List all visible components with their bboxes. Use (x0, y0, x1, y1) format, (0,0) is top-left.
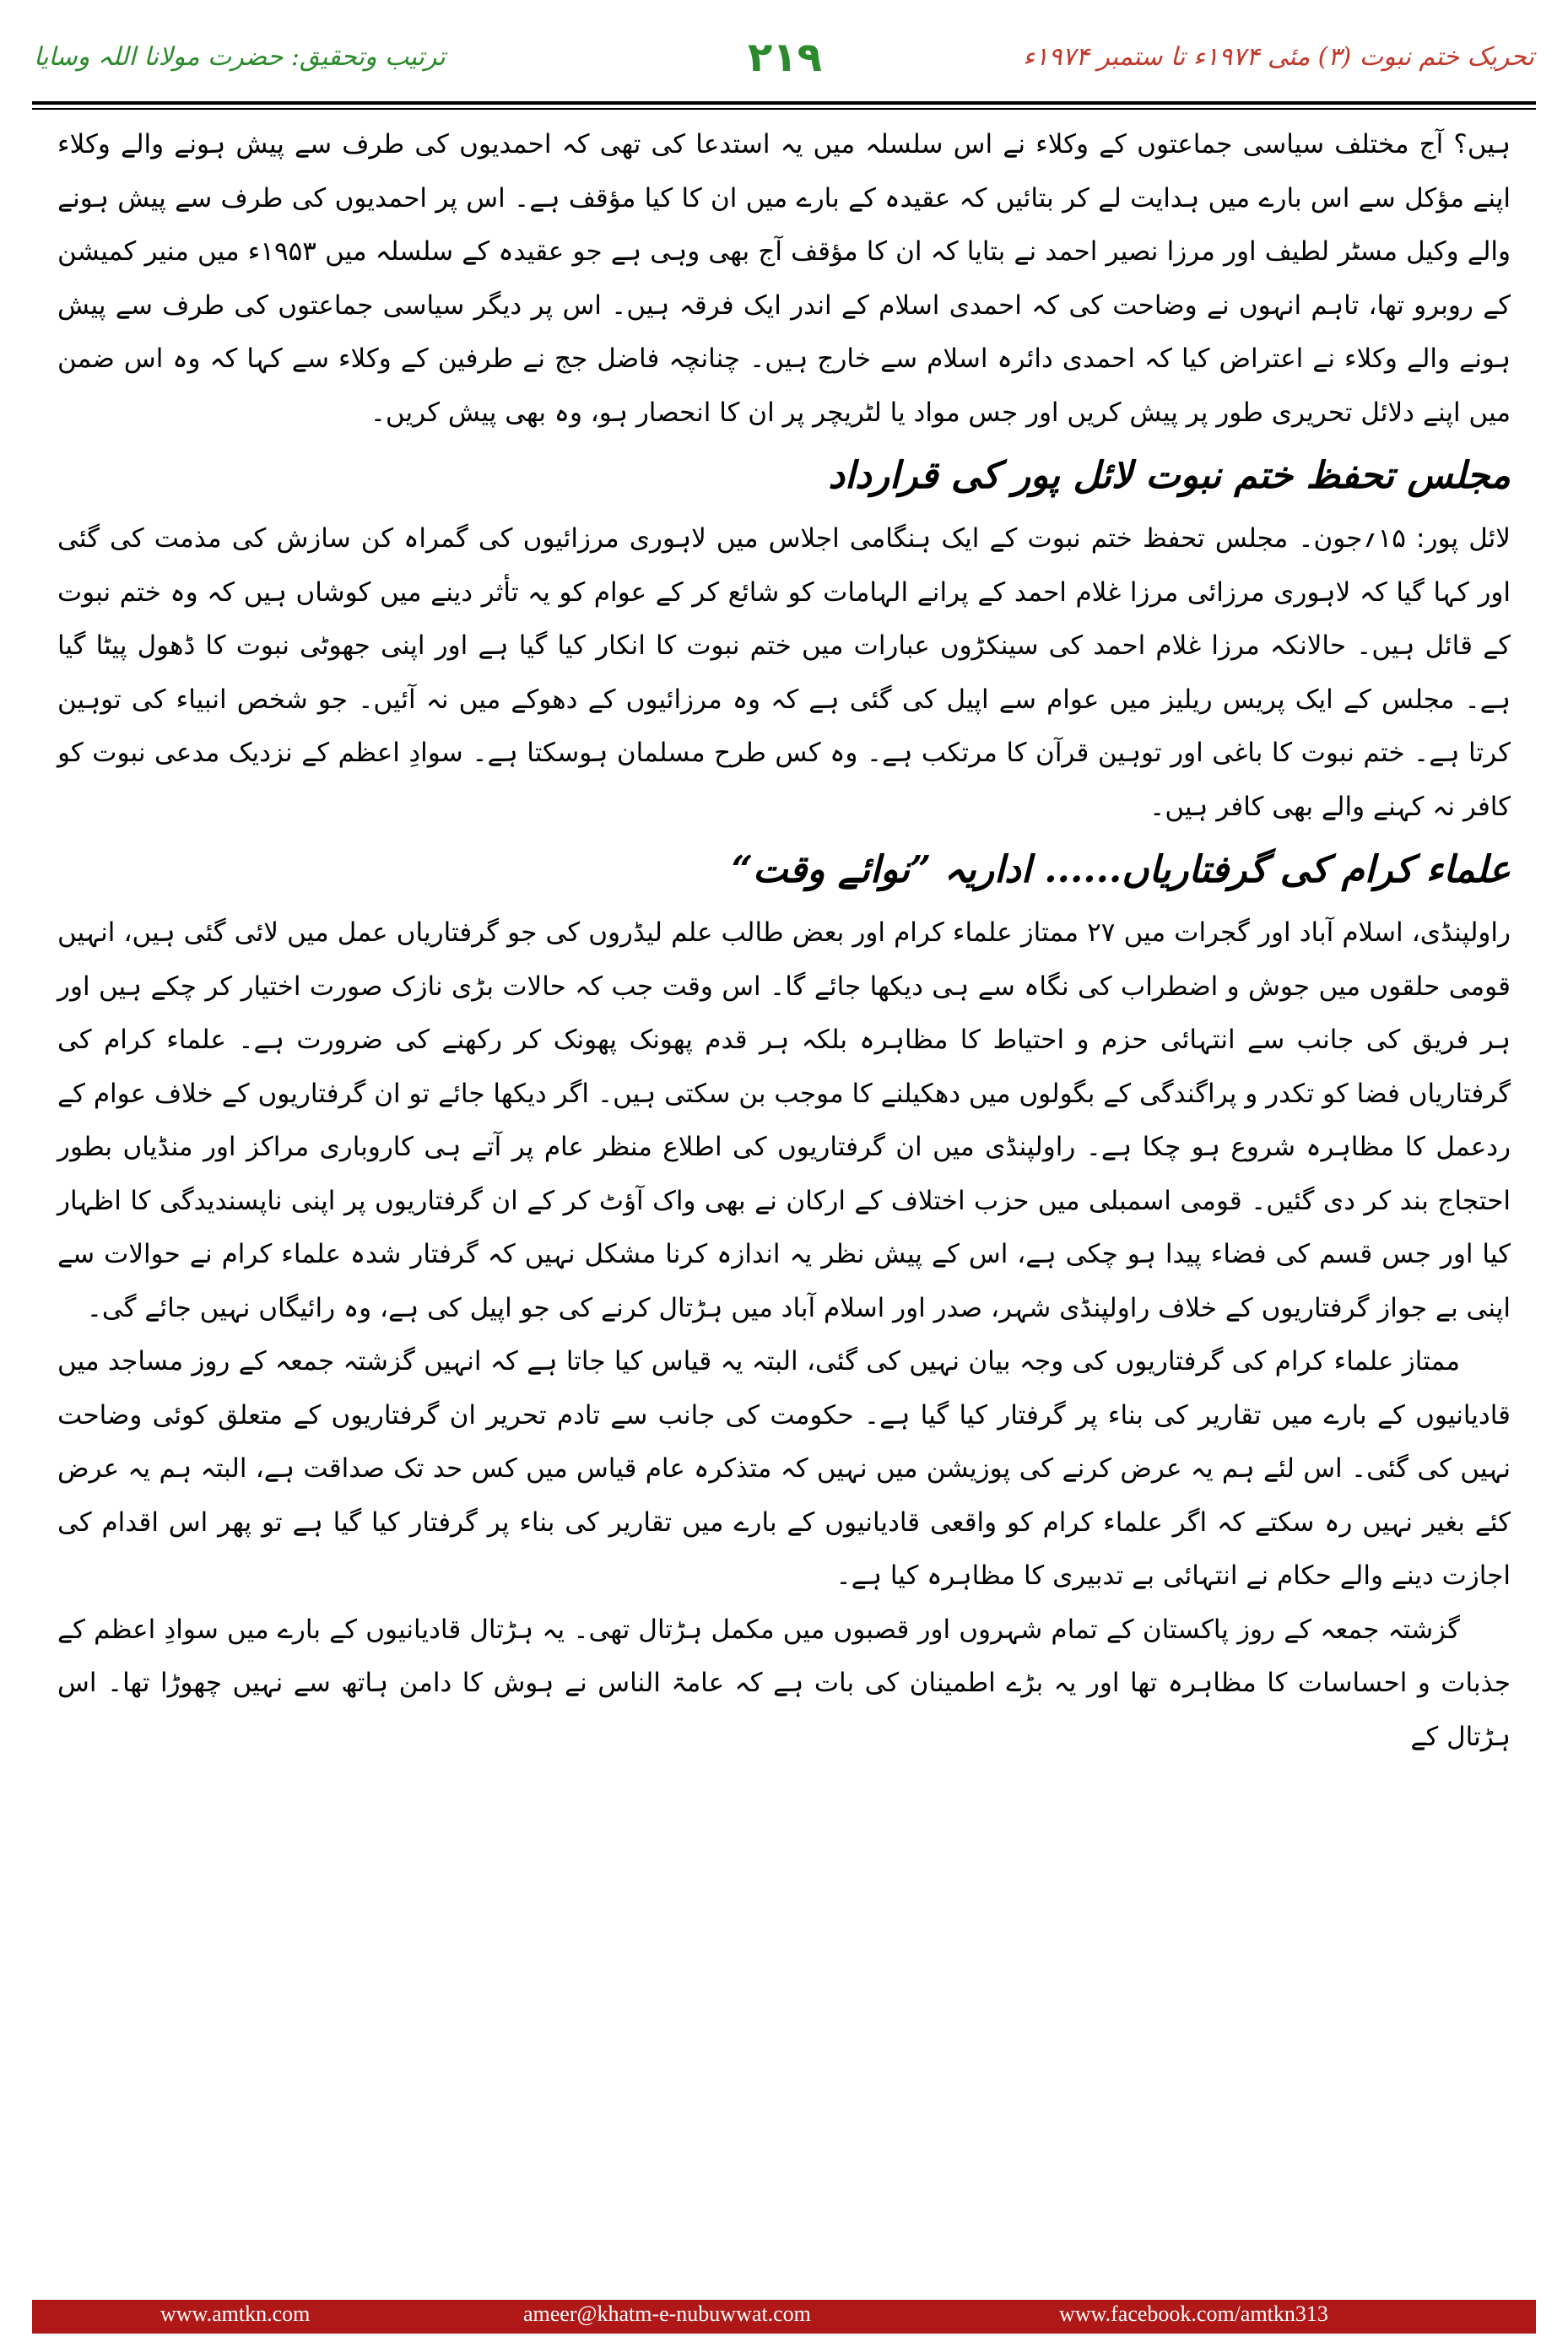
paragraph-4: ممتاز علماء کرام کی گرفتاریوں کی وجہ بیان نہیں کی گئی، البتہ یہ قیاس کیا جاتا ہے کہ انہیں گزشتہ جمعہ کے روز مساجد میں قادیانیوں کے بارے میں تقاریر کی بناء پر گرفتار کیا گیا ہے۔ حکومت کی جانب سے تادم تحریر ان گرفتاریوں کے متعلق کوئی وضاحت نہیں کی گئی۔ اس لئے ہم یہ عرض کرنے کی پوزیشن میں نہیں کہ متذکرہ عام قیاس میں کس حد تک صداقت ہے، البتہ ہم یہ عرض کئے بغیر نہیں رہ سکتے کہ اگر علماء کرام کو واقعی قادیانیوں کے بارے میں تقاریر کی بناء پر گرفتار کیا گیا ہے تو پھر اس اقدام کی اجازت دینے والے حکام نے انتہائی بے تدبیری کا مظاہرہ کیا ہے۔ (57, 1346, 1511, 1591)
page-number: ۲۱۹ (748, 34, 822, 81)
paragraph-3: راولپنڈی، اسلام آباد اور گجرات میں ۲۷ ممتاز علماء کرام اور بعض طالب علم لیڈروں کی جو گرفتاریاں عمل میں لائی گئی ہیں، انہیں قومی حلقوں میں جوش و اضطراب کی نگاہ سے ہی دیکھا جائے گا۔ اس وقت جب کہ حالات بڑی نازک صورت اختیار کر چکے ہیں اور ہر فریق کی جانب سے انتہائی حزم و احتیاط کا مظاہرہ بلکہ ہر قدم پھونک پھونک کر رکھنے کی ضرورت ہے۔ علماء کرام کی گرفتاریاں فضا کو تکدر و پراگندگی کے بگولوں میں دھکیلنے کا موجب بن سکتی ہیں۔ اگر دیکھا جائے تو ان گرفتاریوں کے خلاف عوام کے ردعمل کا مظاہرہ شروع ہو چکا ہے۔ راولپنڈی میں ان گرفتاریوں کی اطلاع منظر عام پر آتے ہی کاروباری مراکز اور منڈیاں بطور احتجاج بند کر دی گئیں۔ قومی اسمبلی میں حزب اختلاف کے ارکان نے بھی واک آؤٹ کر کے ان گرفتاریوں پر اپنی ناپسندیدگی کا اظہار کیا اور جس قسم کی فضاء پیدا ہو چکی ہے، اس کے پیش نظر یہ اندازہ کرنا مشکل نہیں کہ گرفتار شدہ علماء کرام نے حوالات سے اپنی بے جواز گرفتاریوں کے خلاف راولپنڈی شہر، صدر اور اسلام آباد میں ہڑتال کرنے کی جو اپیل کی ہے، وہ رائیگاں نہیں جائے گی۔ (57, 917, 1511, 1323)
paragraph-2: لائل پور: ۱۵؍جون۔ مجلس تحفظ ختم نبوت کے ایک ہنگامی اجلاس میں لاہوری مرزائیوں کی گمراہ کن سازش کی مذمت کی گئی اور کہا گیا کہ لاہوری مرزائی مرزا غلام احمد کے پرانے الہامات کو شائع کر کے عوام کو یہ تأثر دینے میں کوشاں ہیں کہ وہ ختم نبوت کے قائل ہیں۔ حالانکہ مرزا غلام احمد کی سینکڑوں عبارات میں ختم نبوت کا انکار کیا گیا ہے اور اپنی جھوٹی نبوت کا ڈھول پیٹا گیا ہے۔ مجلس کے ایک پریس ریلیز میں عوام سے اپیل کی گئی ہے کہ وہ مرزائیوں کے دھوکے میں نہ آئیں۔ جو شخص انبیاء کی توہین کرتا ہے۔ ختم نبوت کا باغی اور توہین قرآن کا مرتکب ہے۔ وہ کس طرح مسلمان ہوسکتا ہے۔ سوادِ اعظم کے نزدیک مدعی نبوت کو کافر نہ کہنے والے بھی کافر ہیں۔ (57, 523, 1511, 822)
section-heading-resolution: مجلس تحفظ ختم نبوت لائل پور کی قرارداد (828, 454, 1511, 497)
page-body (57, 118, 1511, 1764)
page-header (0, 0, 1568, 97)
header-rule-thick (32, 101, 1536, 105)
header-rule-thin (32, 108, 1536, 110)
book-title: تحریک ختم نبوت (۳) مئی ۱۹۷۴ء تا ستمبر ۱۹۷۴ء (1023, 42, 1534, 72)
paragraph-1: ہیں؟ آج مختلف سیاسی جماعتوں کے وکلاء نے اس سلسلہ میں یہ استدعا کی تھی کہ احمدیوں کی طرف سے پیش ہونے والے وکلاء اپنے مؤکل سے اس بارے میں ہدایت لے کر بتائیں کہ عقیدہ کے بارے میں ان کا کیا مؤقف ہے۔ اس پر احمدیوں کی طرف سے پیش ہونے والے وکیل مسٹر لطیف اور مرزا نصیر احمد نے بتایا کہ ان کا مؤقف آج بھی وہی ہے جو عقیدہ کے سلسلہ میں ۱۹۵۳ء میں منیر کمیشن کے روبرو تھا، تاہم انہوں نے وضاحت کی کہ احمدی اسلام کے اندر ایک فرقہ ہیں۔ اس پر دیگر سیاسی جماعتوں کی طرف سے پیش ہونے والے وکلاء نے اعتراض کیا کہ احمدی دائرہ اسلام سے خارج ہیں۔ چنانچہ فاضل جج نے طرفین کے وکلاء سے کہا کہ وہ اس ضمن میں اپنے دلائل تحریری طور پر پیش کریں اور جس مواد یا لٹریچر پر ان کا انحصار ہو، وہ بھی پیش کریں۔ (57, 129, 1511, 428)
compiler-credit: ترتیب وتحقیق: حضرت مولانا اللہ وسایا (34, 42, 446, 72)
footer-website-link[interactable]: www.amtkn.com (160, 2301, 311, 2326)
section-heading-arrests: علماء کرام کی گرفتاریاں...... اداریہ ”نوائے وقت“ (731, 848, 1511, 891)
footer-email-link[interactable]: ameer@khatm-e-nubuwwat.com (523, 2301, 811, 2326)
footer-facebook-link[interactable]: www.facebook.com/amtkn313 (1059, 2301, 1328, 2326)
paragraph-5: گزشتہ جمعہ کے روز پاکستان کے تمام شہروں اور قصبوں میں مکمل ہڑتال تھی۔ یہ ہڑتال قادیانیوں کے بارے میں سوادِ اعظم کے جذبات و احساسات کا مظاہرہ تھا اور یہ بڑے اطمینان کی بات ہے کہ عامۃ الناس نے ہوش کا دامن ہاتھ سے نہیں چھوڑا تھا۔ اس ہڑتال کے (57, 1614, 1511, 1752)
